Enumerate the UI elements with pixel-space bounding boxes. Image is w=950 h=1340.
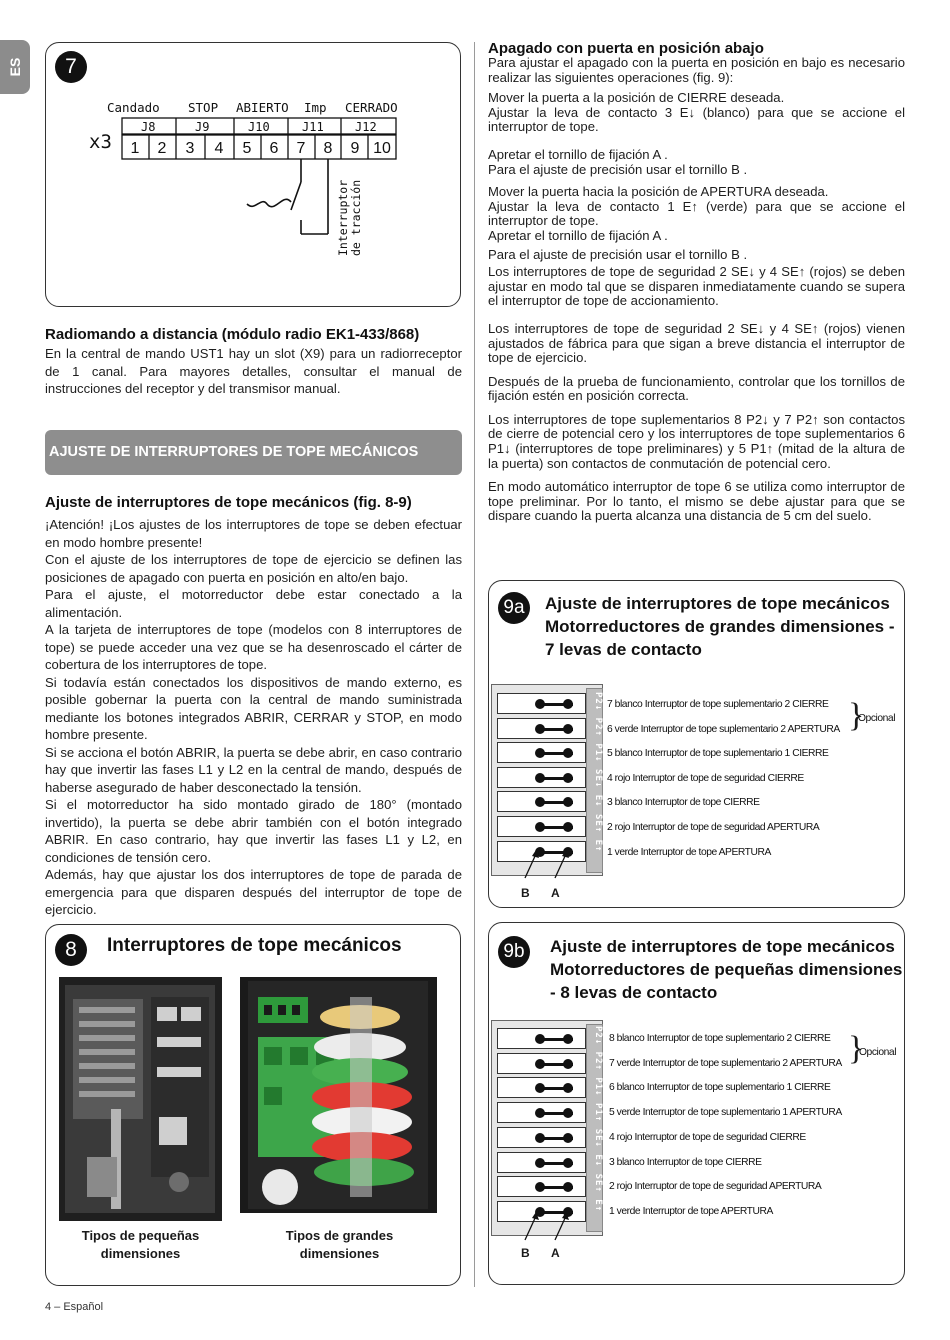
right-paragraph: Para el ajuste de precisión usar el tornillo B . (488, 161, 748, 177)
figure-9a-number: 9a (498, 592, 530, 624)
caption-small-types: Tipos de pequeñas dimensiones (81, 1228, 200, 1261)
cam-row (497, 1102, 586, 1123)
cam-label: 1 verde Interruptor de tope APERTURA (607, 847, 771, 858)
figure-8-number: 8 (55, 934, 87, 966)
terminal-8: 8 (323, 140, 333, 157)
terminal-4: 4 (214, 140, 224, 157)
cam-label: 3 blanco Interruptor de tope CIERRE (607, 797, 760, 808)
cam-label: 5 verde Interruptor de tope suplementario 1 APERTURA (609, 1107, 842, 1118)
cam-label: 6 verde Interruptor de tope suplementario 2 APERTURA (607, 724, 840, 735)
cam-label: 6 blanco Interruptor de tope suplementario 1 CIERRE (609, 1082, 831, 1093)
radio-body: En la central de mando UST1 hay un slot (X9) para un radiorreceptor de 1 canal. Para mayores detalles, consultar el manual de instrucciones del receptor y del transmisor manual. (45, 346, 462, 396)
adjust-paragraph: A la tarjeta de interruptores de tope (modelos con 8 interruptores de tope) se puede acceder una vez que se ha desenroscado el cárter de cobertura de los interruptores de tope. (45, 622, 462, 672)
pointer-arrows-9b (490, 1202, 610, 1252)
pointer-arrows-9a (490, 840, 610, 890)
pull-switch-label-1: Interruptor (336, 179, 350, 256)
right-paragraph: Mover la puerta a la posición de CIERRE deseada. (488, 90, 785, 106)
figure-7-number: 7 (55, 51, 87, 83)
cam-label: 2 rojo Interruptor de tope de seguridad APERTURA (607, 822, 820, 833)
adjust-paragraph: ¡Atención! ¡Los ajustes de los interruptores de tope se deben efectuar en modo hombre presente! (45, 517, 462, 550)
page-footer: 4 – Español (45, 1301, 104, 1313)
terminal-5: 5 (242, 140, 252, 157)
cam-row (497, 742, 586, 763)
column-divider (474, 42, 475, 1287)
figure-9b-title-line: - 8 levas de contacto (550, 983, 718, 1002)
right-paragraph: Ajustar la leva de contacto 1 E↑ (verde) para que se accione el interruptor de tope. (488, 198, 905, 229)
cam-label: 7 blanco Interruptor de tope suplementario 2 CIERRE (607, 699, 829, 710)
cam-strip-label-9b: P2↓ P2↑ P1↓ P1↑ SE↓ E↓ SE↑ E↑ (593, 1026, 603, 1213)
cam-label: 1 verde Interruptor de tope APERTURA (609, 1206, 773, 1217)
function-label-cerrado: CERRADO (345, 100, 398, 115)
figure-9b-title-line: Ajuste de interruptores de tope mecánicos (550, 937, 895, 956)
label-a-9a: A (551, 886, 560, 900)
connector-j12: J12 (355, 120, 377, 134)
cam-row (497, 1053, 586, 1074)
right-heading: Apagado con puerta en posición abajo (488, 40, 764, 57)
function-label-imp: Imp (304, 100, 327, 115)
right-paragraph: Apretar el tornillo de fijación A . (488, 146, 668, 162)
cam-strip-label-9a: P2↓ P2↑ P1↓ SE↓ E↓ SE↑ E↑ (593, 692, 603, 853)
optional-label-9a: Opcional (858, 713, 896, 724)
cam-label: 7 verde Interruptor de tope suplementario 2 APERTURA (609, 1058, 842, 1069)
figure-9b-title (550, 935, 905, 1004)
cam-row (497, 767, 586, 788)
right-paragraph: Ajustar la leva de contacto 3 E↓ (blanco) para que se accione el interruptor de tope. (488, 104, 905, 135)
function-label-abierto: ABIERTO (236, 100, 289, 115)
cam-row (497, 791, 586, 812)
right-paragraph: Los interruptores de tope de seguridad 2 SE↓ y 4 SE↑ (rojos) vienen ajustados de fábrica para que sigan a breve distancia el interruptor de tope de ejercicio. (488, 320, 905, 366)
adjust-paragraph: Si se acciona el botón ABRIR, la puerta se debe abrir, en caso contrario hay que invertir las fases L1 y L2 en la central de mando, después de haberse asegurado de haber desconectado la tensión. (45, 744, 462, 795)
adjust-heading: Ajuste de interruptores de tope mecánicos (fig. 8-9) (45, 494, 412, 511)
terminal-diagram (45, 42, 461, 307)
label-b-9b: B (521, 1246, 530, 1260)
cam-label: 8 blanco Interruptor de tope suplementario 2 CIERRE (609, 1033, 831, 1044)
large-limit-switch-photo (240, 977, 437, 1213)
terminal-9: 9 (350, 140, 360, 157)
cam-label: 4 rojo Interruptor de tope de seguridad CIERRE (607, 773, 804, 784)
cam-row (497, 1077, 586, 1098)
figure-9a-title-line: Motorreductores de grandes dimensiones - (545, 617, 895, 636)
figure-9a-title-line: 7 levas de contacto (545, 640, 702, 659)
terminal-1: 1 (130, 140, 140, 157)
terminal-6: 6 (269, 140, 279, 157)
connector-j11: J11 (302, 120, 324, 134)
cam-label: 3 blanco Interruptor de tope CIERRE (609, 1157, 762, 1168)
cam-row (497, 1028, 586, 1049)
cam-row (497, 1152, 586, 1173)
function-label-stop: STOP (188, 100, 219, 115)
cam-label: 4 rojo Interruptor de tope de seguridad CIERRE (609, 1132, 806, 1143)
terminal-7: 7 (296, 140, 306, 157)
right-paragraph: Para el ajuste de precisión usar el tornillo B . (488, 246, 748, 262)
figure-9b-number: 9b (498, 936, 530, 968)
connector-j8: J8 (141, 120, 156, 134)
right-paragraph: Los interruptores de tope suplementarios 8 P2↓ y 7 P2↑ son contactos de cierre de potencial cero y los interruptores de tope suplementarios 6 P1↓ (interruptores de tope preliminares) y 5 P1↑ (mitad de la altura de la puerta) son contactos de conmutación de potencial cero. (488, 411, 905, 471)
connector-j10: J10 (248, 120, 270, 134)
adjust-paragraph: Con el ajuste de los interruptores de tope de ejercicio se definen las posiciones de apagado con puerta en posición en alto/en bajo. (45, 552, 462, 585)
terminal-2: 2 (157, 140, 167, 157)
figure-9a-title (545, 592, 905, 661)
label-a-9b: A (551, 1246, 560, 1260)
figure-9a-title-line: Ajuste de interruptores de tope mecánicos (545, 594, 890, 613)
right-paragraph: Apretar el tornillo de fijación A . (488, 227, 668, 243)
adjust-paragraph: Si todavía están conectados los dispositivos de mando externo, es posible gobernar la puerta con la central de mando suministrada mediante los botones integrados ABRIR, CERRAR y STOP, en modo hombre presente. (45, 674, 462, 742)
cam-label: 2 rojo Interruptor de tope de seguridad APERTURA (609, 1181, 822, 1192)
figure-8-title: Interruptores de tope mecánicos (107, 935, 402, 956)
figure-9b-title-line: Motorreductores de pequeñas dimensiones (550, 960, 903, 979)
right-paragraph: Los interruptores de tope de seguridad 2 SE↓ y 4 SE↑ (rojos) se deben ajustar en modo tal que se disparen inmediatamente cuando se supera el interruptor de tope de accionamiento. (488, 264, 905, 309)
cam-label: 5 blanco Interruptor de tope suplementario 1 CIERRE (607, 748, 829, 759)
right-paragraph: En modo automático interruptor de tope 6 se utiliza como interruptor de tope preliminar. Por lo tanto, el mismo se debe ajustar para que se dispare cuando la puerta alcanza una distancia de 5 cm del suelo. (488, 479, 905, 524)
right-paragraph: Mover la puerta hacia la posición de APERTURA deseada. (488, 184, 829, 200)
cam-row (497, 718, 586, 739)
label-b-9a: B (521, 886, 530, 900)
optional-label-9b: Opcional (859, 1047, 897, 1058)
section-banner: AJUSTE DE INTERRUPTORES DE TOPE MECÁNICOS (45, 430, 462, 475)
caption-large-types: Tipos de grandes dimensiones (285, 1228, 394, 1261)
function-label-candado: Candado (107, 100, 160, 115)
terminal-3: 3 (185, 140, 195, 157)
adjust-paragraph: Además, hay que ajustar los dos interruptores de tope de parada de emergencia para que disparen después del interruptor de tope de ejercicio. (45, 867, 462, 917)
adjust-paragraph: Para el ajuste, el motorreductor debe estar conectado a la alimentación. (45, 587, 462, 620)
right-paragraph: Para ajustar el apagado con la puerta en posición en bajo es necesario realizar las siguientes operaciones (fig. 9): (488, 55, 905, 85)
radio-heading: Radiomando a distancia (módulo radio EK1-433/868) (45, 326, 420, 343)
right-paragraph: Después de la prueba de funcionamiento, controlar que los tornillos de fijación estén en posición correcta. (488, 373, 905, 404)
connector-j9: J9 (195, 120, 210, 134)
pull-switch-label-2: de tracción (349, 179, 363, 256)
terminal-multiplier: x3 (89, 131, 112, 153)
adjust-body (45, 516, 462, 919)
right-body (488, 56, 905, 524)
cam-row (497, 693, 586, 714)
optional-brace-9a: } (848, 697, 865, 734)
cam-row (497, 1176, 586, 1197)
terminal-10: 10 (373, 140, 391, 157)
small-limit-switch-photo (59, 977, 222, 1221)
adjust-paragraph: Si el motorreductor ha sido montado girado de 180° (montado invertido), la puerta se debe abrir también con el botón integrado ABRIR. En caso contrario, hay que invertir las fases L1 y L2, en condiciones de tensión cero. (45, 797, 462, 865)
optional-brace-9b: } (848, 1030, 865, 1067)
cam-row (497, 816, 586, 837)
cam-row (497, 1127, 586, 1148)
language-tab: ES (0, 40, 30, 94)
